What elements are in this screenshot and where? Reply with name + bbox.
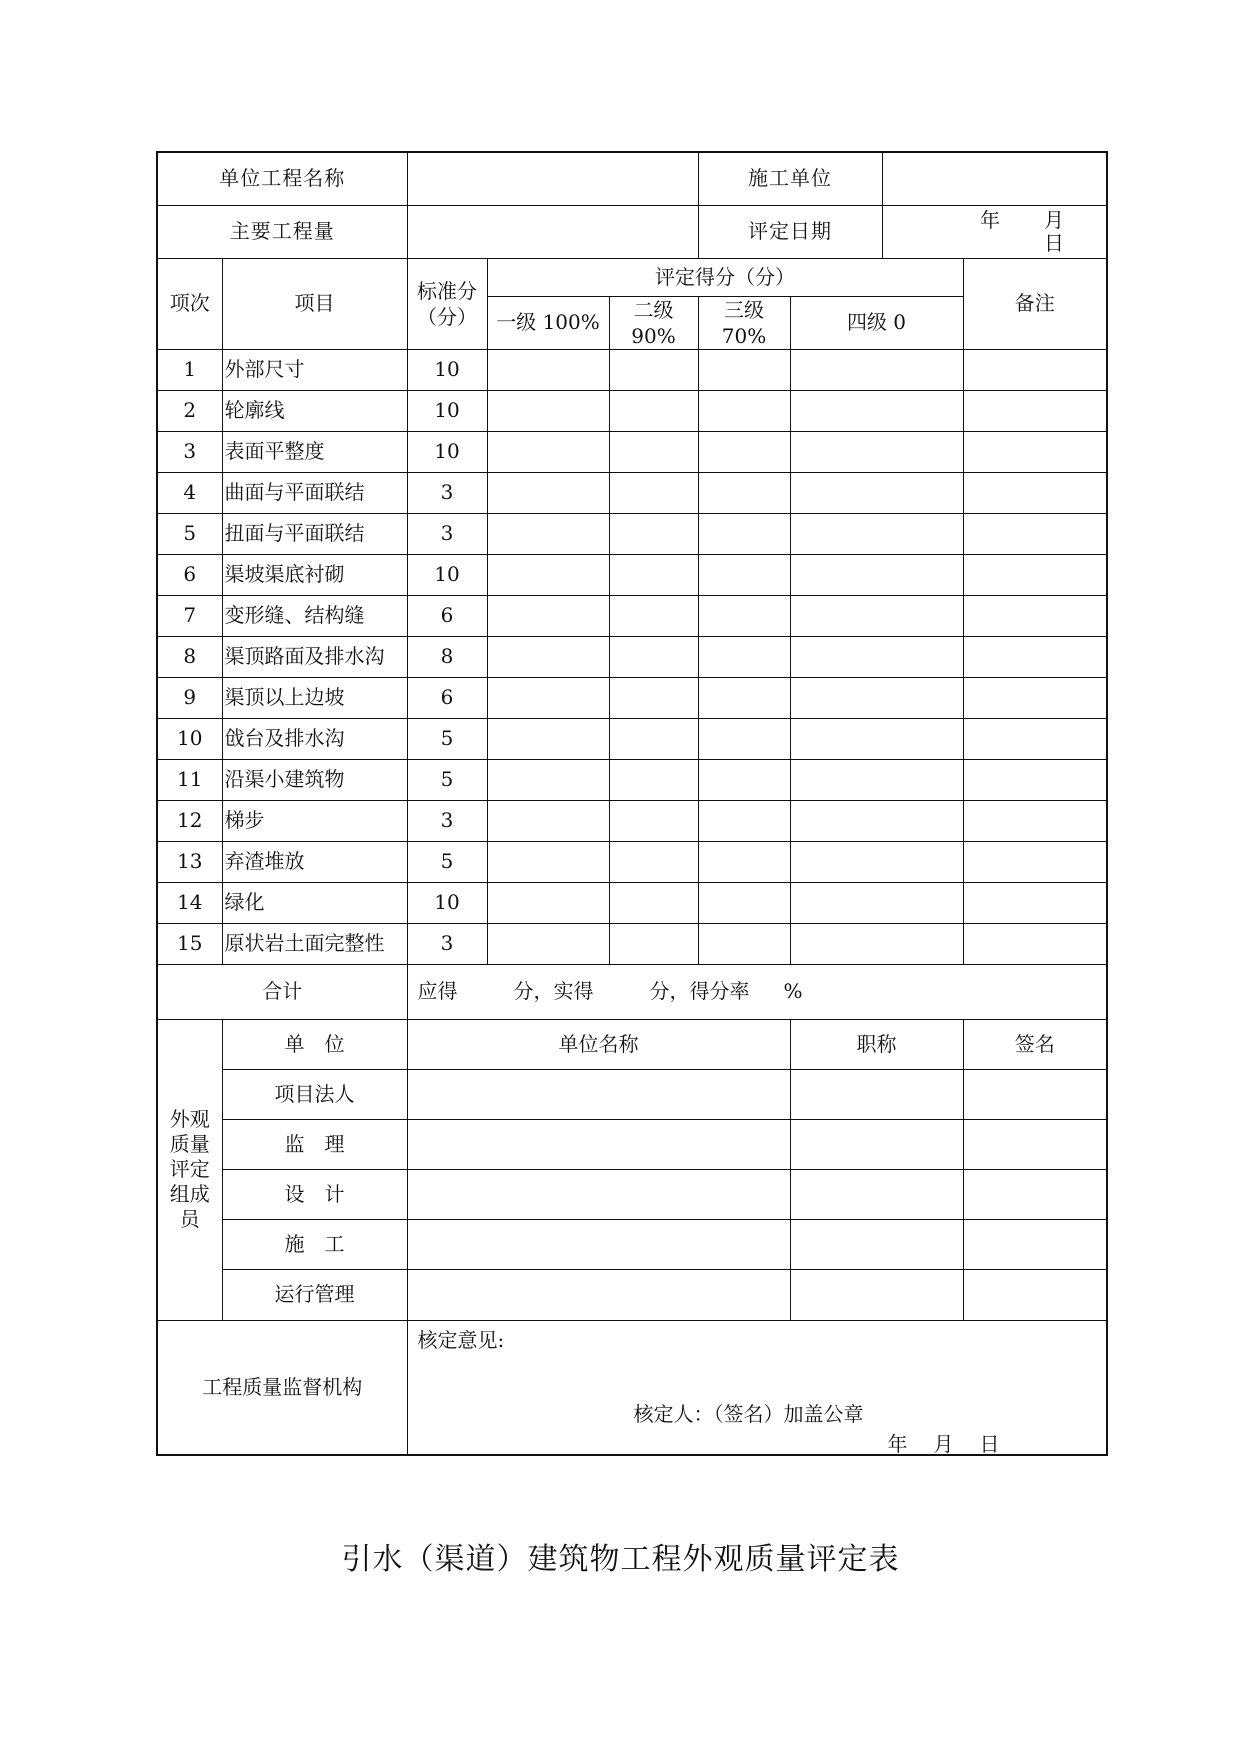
item-name: 原状岩土面完整性 <box>222 923 407 964</box>
item-row <box>157 800 1107 841</box>
construction-unit-field[interactable] <box>882 152 1107 205</box>
item-standard-score: 10 <box>407 390 487 431</box>
col-eval-score-header: 评定得分（分） <box>487 258 963 296</box>
remarks-cell[interactable] <box>963 923 1107 964</box>
item-name: 轮廓线 <box>222 390 407 431</box>
grade3-score-cell[interactable] <box>698 841 790 882</box>
grade2-score-cell[interactable] <box>609 472 698 513</box>
item-index: 8 <box>157 636 222 677</box>
grade4-score-cell[interactable] <box>790 923 963 964</box>
item-index: 2 <box>157 390 222 431</box>
summary-field[interactable] <box>407 964 1107 1019</box>
remarks-cell[interactable] <box>963 472 1107 513</box>
grade2-score-cell[interactable] <box>609 431 698 472</box>
committee-signature-cell[interactable] <box>963 1169 1107 1219</box>
grade4-score-cell[interactable] <box>790 759 963 800</box>
grade1-score-cell[interactable] <box>487 595 609 636</box>
date-year: 年 <box>980 207 1000 232</box>
item-name: 梯步 <box>222 800 407 841</box>
committee-title-cell[interactable] <box>790 1169 963 1219</box>
grade3-score-cell[interactable] <box>698 595 790 636</box>
grade2-score-cell[interactable] <box>609 390 698 431</box>
committee-row <box>157 1269 1107 1320</box>
summary-label: 合计 <box>157 964 407 1019</box>
item-standard-score: 3 <box>407 472 487 513</box>
header-row-1 <box>157 152 1107 205</box>
item-standard-score: 8 <box>407 636 487 677</box>
committee-unit: 施 工 <box>222 1219 407 1269</box>
committee-signature-cell[interactable] <box>963 1219 1107 1269</box>
committee-col-unit: 单 位 <box>222 1019 407 1069</box>
signer-label: 核定人：（签名）加盖公章 <box>633 1401 864 1426</box>
committee-label-line: 组成 <box>169 1182 210 1206</box>
grade2-line1: 二级 <box>633 297 674 322</box>
grade4-score-cell[interactable] <box>790 595 963 636</box>
col-standard-score-header <box>407 258 487 349</box>
col-remarks-header: 备注 <box>963 258 1107 349</box>
grade4-score-cell[interactable] <box>790 472 963 513</box>
standard-score-line2: （分） <box>417 304 477 329</box>
opinion-label: 核定意见: <box>417 1327 505 1352</box>
grade3-score-cell[interactable] <box>698 636 790 677</box>
col-grade4-header: 四级 0 <box>790 296 963 349</box>
grade2-line2: 90% <box>631 323 676 348</box>
grade2-score-cell[interactable] <box>609 882 698 923</box>
grade2-score-cell[interactable] <box>609 349 698 390</box>
item-index: 11 <box>157 759 222 800</box>
col-grade2-header <box>609 296 698 349</box>
review-month: 月 <box>933 1431 954 1456</box>
committee-unit-name-cell[interactable] <box>407 1169 790 1219</box>
grade2-score-cell[interactable] <box>609 513 698 554</box>
remarks-cell[interactable] <box>963 636 1107 677</box>
construction-unit-label: 施工单位 <box>698 152 882 205</box>
grade3-score-cell[interactable] <box>698 554 790 595</box>
eval-date-field[interactable] <box>882 205 1107 258</box>
grade1-score-cell[interactable] <box>487 718 609 759</box>
item-name: 外部尺寸 <box>222 349 407 390</box>
eval-date-label: 评定日期 <box>698 205 882 258</box>
committee-header-row <box>157 1019 1107 1069</box>
item-standard-score: 10 <box>407 431 487 472</box>
remarks-cell[interactable] <box>963 431 1107 472</box>
committee-unit-name-cell[interactable] <box>407 1069 790 1119</box>
col-grade1-header: 一级 100% <box>487 296 609 349</box>
review-row <box>157 1320 1107 1455</box>
item-rows <box>157 349 1107 964</box>
committee-label-line: 质量 <box>169 1132 210 1156</box>
grade4-score-cell[interactable] <box>790 882 963 923</box>
grade2-score-cell[interactable] <box>609 923 698 964</box>
item-name: 渠顶路面及排水沟 <box>222 636 407 677</box>
review-day: 日 <box>979 1431 1000 1456</box>
committee-title-cell[interactable] <box>790 1269 963 1320</box>
item-standard-score: 10 <box>407 349 487 390</box>
date-month: 月 <box>1044 207 1064 232</box>
item-name: 变形缝、结构缝 <box>222 595 407 636</box>
item-name: 渠坡渠底衬砌 <box>222 554 407 595</box>
item-standard-score: 3 <box>407 800 487 841</box>
grade4-score-cell[interactable] <box>790 431 963 472</box>
grade3-score-cell[interactable] <box>698 677 790 718</box>
grade2-score-cell[interactable] <box>609 677 698 718</box>
summary-percent: % <box>783 979 803 1003</box>
grade4-score-cell[interactable] <box>790 636 963 677</box>
committee-label-line: 外观 <box>169 1107 210 1131</box>
grade1-score-cell[interactable] <box>487 800 609 841</box>
grade1-score-cell[interactable] <box>487 513 609 554</box>
item-name: 沿渠小建筑物 <box>222 759 407 800</box>
remarks-cell[interactable] <box>963 759 1107 800</box>
item-standard-score: 5 <box>407 718 487 759</box>
remarks-cell[interactable] <box>963 800 1107 841</box>
grade3-score-cell[interactable] <box>698 431 790 472</box>
item-index: 10 <box>157 718 222 759</box>
review-field[interactable] <box>407 1320 1107 1455</box>
committee-label-line: 评定 <box>169 1157 210 1181</box>
grade3-score-cell[interactable] <box>698 759 790 800</box>
grade2-score-cell[interactable] <box>609 636 698 677</box>
summary-row <box>157 964 1107 1019</box>
col-index-header: 项次 <box>157 258 222 349</box>
committee-unit: 设 计 <box>222 1169 407 1219</box>
unit-project-name-label: 单位工程名称 <box>157 152 407 205</box>
committee-unit-name-cell[interactable] <box>407 1269 790 1320</box>
grade2-score-cell[interactable] <box>609 841 698 882</box>
grade3-score-cell[interactable] <box>698 718 790 759</box>
grade1-score-cell[interactable] <box>487 636 609 677</box>
item-standard-score: 3 <box>407 513 487 554</box>
item-row <box>157 923 1107 964</box>
committee-row <box>157 1219 1107 1269</box>
form-title: 引水（渠道）建筑物工程外观质量评定表 <box>341 1542 900 1577</box>
grade1-score-cell[interactable] <box>487 349 609 390</box>
summary-should-get: 应得 <box>417 979 458 1003</box>
item-index: 13 <box>157 841 222 882</box>
committee-unit-name-cell[interactable] <box>407 1219 790 1269</box>
remarks-cell[interactable] <box>963 882 1107 923</box>
grade3-score-cell[interactable] <box>698 513 790 554</box>
header-row-2 <box>157 205 1107 258</box>
item-row <box>157 759 1107 800</box>
grade3-line1: 三级 <box>724 297 764 322</box>
form-table <box>156 151 1108 1456</box>
grade4-score-cell[interactable] <box>790 718 963 759</box>
grade4-score-cell[interactable] <box>790 554 963 595</box>
column-header-row-1 <box>157 258 1107 296</box>
grade1-score-cell[interactable] <box>487 923 609 964</box>
item-row <box>157 677 1107 718</box>
committee-label-line: 员 <box>179 1207 200 1231</box>
grade3-score-cell[interactable] <box>698 390 790 431</box>
item-standard-score: 10 <box>407 882 487 923</box>
grade4-score-cell[interactable] <box>790 513 963 554</box>
item-name: 绿化 <box>222 882 407 923</box>
review-year: 年 <box>887 1431 908 1456</box>
committee-unit: 监 理 <box>222 1119 407 1169</box>
grade1-score-cell[interactable] <box>487 390 609 431</box>
grade1-score-cell[interactable] <box>487 472 609 513</box>
item-standard-score: 10 <box>407 554 487 595</box>
item-row <box>157 472 1107 513</box>
committee-unit: 项目法人 <box>222 1069 407 1119</box>
item-standard-score: 5 <box>407 759 487 800</box>
grade2-score-cell[interactable] <box>609 595 698 636</box>
item-row <box>157 841 1107 882</box>
grade3-score-cell[interactable] <box>698 923 790 964</box>
item-index: 9 <box>157 677 222 718</box>
item-index: 4 <box>157 472 222 513</box>
remarks-cell[interactable] <box>963 595 1107 636</box>
review-date <box>888 1433 1026 1456</box>
unit-project-name-field[interactable] <box>407 152 698 205</box>
grade1-score-cell[interactable] <box>487 554 609 595</box>
item-name: 戗台及排水沟 <box>222 718 407 759</box>
item-name: 渠顶以上边坡 <box>222 677 407 718</box>
summary-unit2: 分，得分率 <box>649 979 750 1003</box>
col-item-header: 项目 <box>222 258 407 349</box>
committee-unit-name-cell[interactable] <box>407 1119 790 1169</box>
item-standard-score: 6 <box>407 595 487 636</box>
grade3-score-cell[interactable] <box>698 349 790 390</box>
committee-signature-cell[interactable] <box>963 1269 1107 1320</box>
grade4-score-cell[interactable] <box>790 390 963 431</box>
committee-signature-cell[interactable] <box>963 1119 1107 1169</box>
committee-col-signature: 签名 <box>963 1019 1107 1069</box>
grade4-score-cell[interactable] <box>790 841 963 882</box>
item-row <box>157 431 1107 472</box>
item-name: 扭面与平面联结 <box>222 513 407 554</box>
grade2-score-cell[interactable] <box>609 718 698 759</box>
committee-title-cell[interactable] <box>790 1069 963 1119</box>
committee-label <box>157 1019 222 1320</box>
committee-col-title: 职称 <box>790 1019 963 1069</box>
grade3-score-cell[interactable] <box>698 800 790 841</box>
remarks-cell[interactable] <box>963 390 1107 431</box>
committee-signature-cell[interactable] <box>963 1069 1107 1119</box>
item-row <box>157 595 1107 636</box>
item-standard-score: 3 <box>407 923 487 964</box>
grade1-score-cell[interactable] <box>487 431 609 472</box>
remarks-cell[interactable] <box>963 513 1107 554</box>
committee-col-unit-name: 单位名称 <box>407 1019 790 1069</box>
item-index: 14 <box>157 882 222 923</box>
evaluation-form <box>156 151 1106 1456</box>
item-standard-score: 5 <box>407 841 487 882</box>
remarks-cell[interactable] <box>963 718 1107 759</box>
item-index: 7 <box>157 595 222 636</box>
item-index: 12 <box>157 800 222 841</box>
item-index: 3 <box>157 431 222 472</box>
item-name: 表面平整度 <box>222 431 407 472</box>
col-grade3-header <box>698 296 790 349</box>
grade2-score-cell[interactable] <box>609 800 698 841</box>
remarks-cell[interactable] <box>963 677 1107 718</box>
grade2-score-cell[interactable] <box>609 554 698 595</box>
remarks-cell[interactable] <box>963 841 1107 882</box>
item-row <box>157 554 1107 595</box>
grade1-score-cell[interactable] <box>487 841 609 882</box>
committee-row <box>157 1119 1107 1169</box>
item-standard-score: 6 <box>407 677 487 718</box>
grade3-line2: 70% <box>721 323 767 348</box>
remarks-cell[interactable] <box>963 349 1107 390</box>
grade2-score-cell[interactable] <box>609 759 698 800</box>
main-quantity-field[interactable] <box>407 205 698 258</box>
grade4-score-cell[interactable] <box>790 349 963 390</box>
committee-row <box>157 1069 1107 1119</box>
item-index: 6 <box>157 554 222 595</box>
grade1-score-cell[interactable] <box>487 882 609 923</box>
item-row <box>157 513 1107 554</box>
item-row <box>157 882 1107 923</box>
item-name: 曲面与平面联结 <box>222 472 407 513</box>
agency-label: 工程质量监督机构 <box>157 1320 407 1455</box>
grade3-score-cell[interactable] <box>698 882 790 923</box>
item-row <box>157 390 1107 431</box>
grade4-score-cell[interactable] <box>790 677 963 718</box>
grade3-score-cell[interactable] <box>698 472 790 513</box>
item-name: 弃渣堆放 <box>222 841 407 882</box>
grade4-score-cell[interactable] <box>790 800 963 841</box>
item-row <box>157 718 1107 759</box>
committee-title-cell[interactable] <box>790 1219 963 1269</box>
grade1-score-cell[interactable] <box>487 677 609 718</box>
summary-unit1: 分，实得 <box>513 979 594 1003</box>
main-quantity-label: 主要工程量 <box>157 205 407 258</box>
committee-unit: 运行管理 <box>222 1269 407 1320</box>
grade1-score-cell[interactable] <box>487 759 609 800</box>
committee-title-cell[interactable] <box>790 1119 963 1169</box>
item-index: 5 <box>157 513 222 554</box>
date-day: 日 <box>1044 230 1064 255</box>
standard-score-line1: 标准分 <box>417 278 477 303</box>
remarks-cell[interactable] <box>963 554 1107 595</box>
item-row <box>157 349 1107 390</box>
item-index: 15 <box>157 923 222 964</box>
item-index: 1 <box>157 349 222 390</box>
committee-row <box>157 1169 1107 1219</box>
item-row <box>157 636 1107 677</box>
